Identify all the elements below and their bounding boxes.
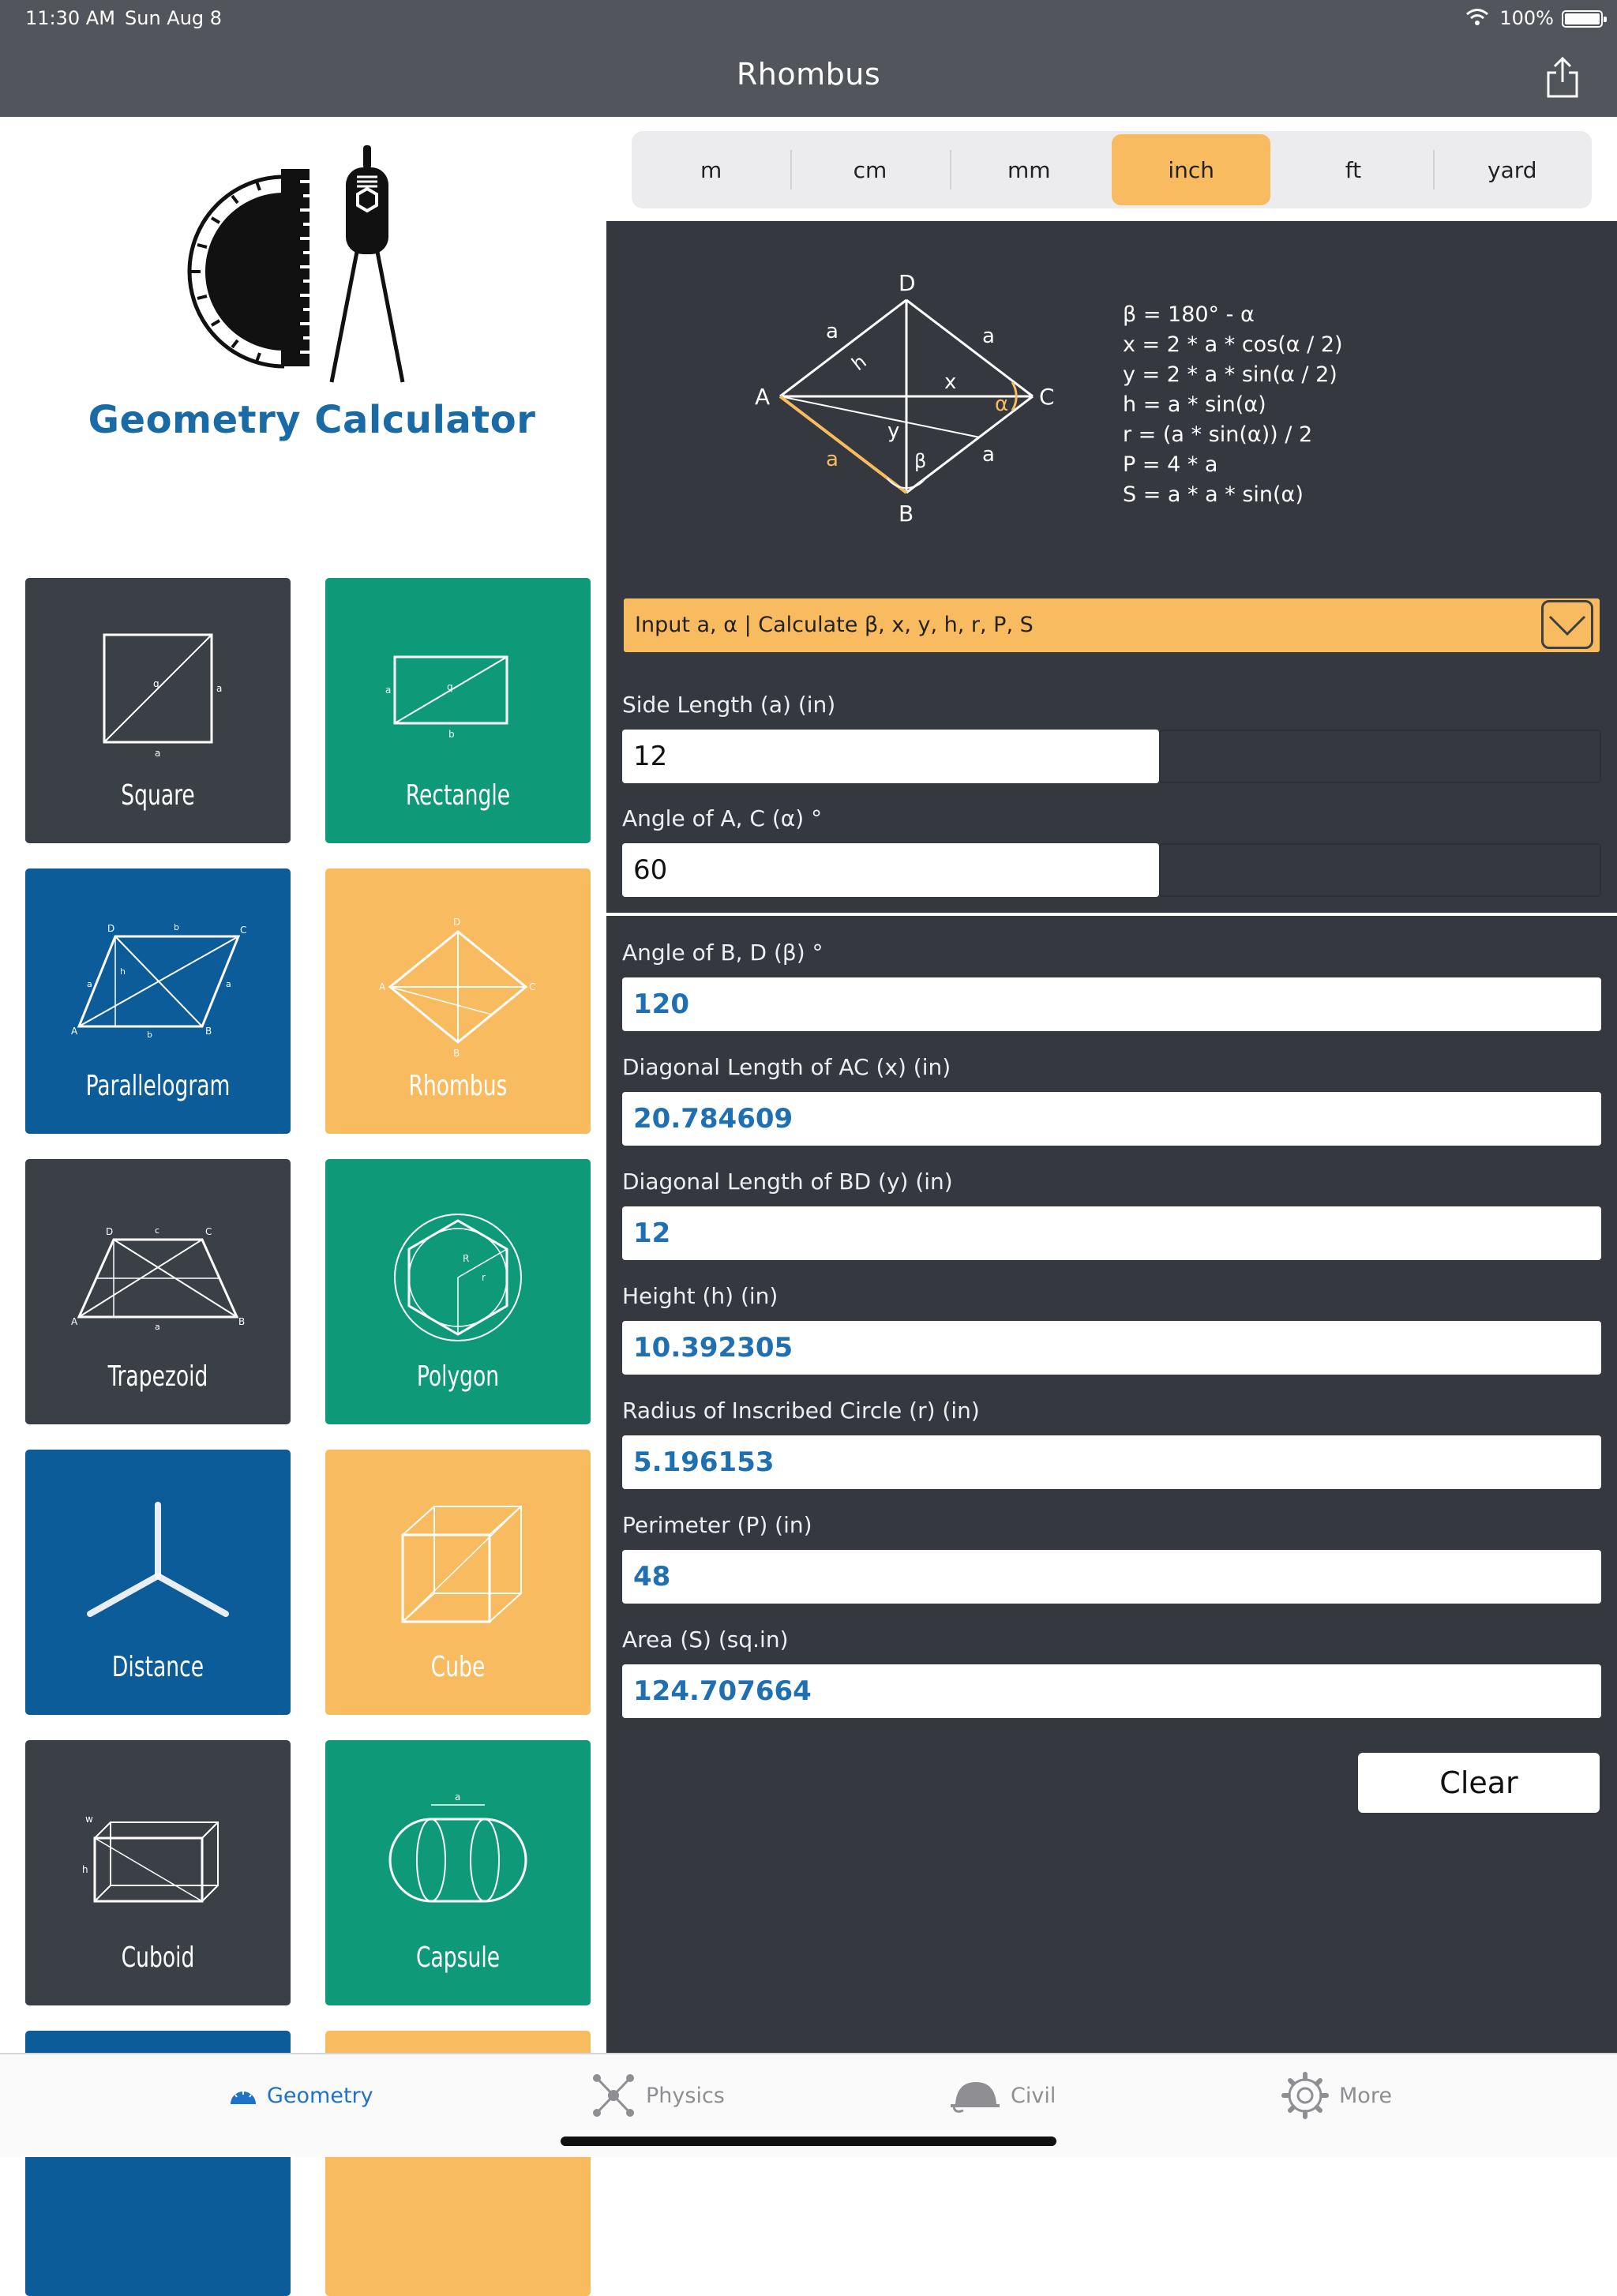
- cube-shape-icon: [371, 1489, 545, 1647]
- svg-text:B: B: [238, 1316, 246, 1327]
- unit-option-m[interactable]: m: [700, 156, 722, 183]
- home-indicator[interactable]: [561, 2137, 1056, 2146]
- formula-line: P = 4 * a: [1123, 452, 1218, 477]
- unit-option-inch[interactable]: inch: [1112, 134, 1270, 205]
- svg-text:h: h: [82, 1864, 88, 1875]
- formula-line: h = a * sin(α): [1123, 392, 1266, 417]
- diagonal-y-label: y: [887, 419, 900, 443]
- svg-text:b: b: [147, 1030, 152, 1040]
- angle-bd-label: Angle of B, D (β) °: [622, 940, 824, 966]
- tile-cube[interactable]: [325, 1450, 591, 1715]
- navigation-bar: [0, 38, 1617, 117]
- tile-label: Distance: [111, 1651, 204, 1683]
- parallelogram-shape-icon: [71, 908, 245, 1066]
- svg-text:A: A: [71, 1026, 78, 1037]
- unit-option-ft[interactable]: ft: [1345, 156, 1362, 183]
- svg-text:C: C: [529, 981, 536, 992]
- diagonal-ac-label: Diagonal Length of AC (x) (in): [622, 1054, 951, 1080]
- tile-label: Polygon: [416, 1360, 500, 1393]
- svg-text:D: D: [453, 917, 461, 928]
- geometry-logo-icon: [182, 145, 426, 390]
- tile-capsule[interactable]: [325, 1740, 591, 2005]
- tab-label: Civil: [1011, 2083, 1056, 2108]
- tile-cuboid[interactable]: [25, 1740, 291, 2005]
- svg-text:b: b: [174, 922, 179, 932]
- side-label: a: [982, 325, 995, 348]
- svg-text:D: D: [107, 923, 115, 934]
- formula-list: [1123, 300, 1343, 510]
- svg-text:q: q: [447, 681, 453, 692]
- unit-segmented-control: [632, 131, 1592, 208]
- svg-text:B: B: [453, 1048, 460, 1059]
- side-length-label: Side Length (a) (in): [622, 692, 836, 718]
- polygon-shape-icon: [371, 1199, 545, 1356]
- svg-text:D: D: [106, 1226, 114, 1237]
- diagonal-bd-label: Diagonal Length of BD (y) (in): [622, 1169, 953, 1195]
- svg-text:h: h: [120, 966, 126, 977]
- diagonal-x-label: x: [944, 370, 957, 394]
- formula-line: x = 2 * a * cos(α / 2): [1123, 332, 1343, 357]
- side-label: a: [826, 320, 839, 343]
- height-label: h: [847, 350, 871, 376]
- diagonal-ac-output: 20.784609: [622, 1092, 1601, 1146]
- tile-parallelogram[interactable]: [25, 869, 291, 1134]
- tile-polygon[interactable]: [325, 1159, 591, 1424]
- tile-label: Cuboid: [121, 1941, 195, 1974]
- svg-text:B: B: [205, 1026, 212, 1037]
- angle-ac-aux-field: [1159, 843, 1601, 897]
- vertex-c-label: C: [1039, 384, 1055, 410]
- status-time: 11:30 AM: [25, 7, 115, 29]
- distance-shape-icon: [71, 1489, 245, 1647]
- unit-option-cm[interactable]: cm: [790, 131, 949, 208]
- clear-button[interactable]: Clear: [1358, 1753, 1600, 1813]
- svg-text:a: a: [216, 683, 223, 694]
- physics-icon: [589, 2072, 638, 2119]
- divider: [606, 913, 1617, 916]
- angle-ac-label: Angle of A, C (α) °: [622, 805, 823, 831]
- height-output: 10.392305: [622, 1321, 1601, 1375]
- tile-label: Trapezoid: [107, 1360, 208, 1393]
- side-length-input[interactable]: 12: [622, 730, 1159, 783]
- gear-icon: [1279, 2069, 1331, 2122]
- svg-text:a: a: [455, 1791, 461, 1803]
- wifi-icon: [1465, 8, 1489, 32]
- area-output: 124.707664: [622, 1664, 1601, 1718]
- area-label: Area (S) (sq.in): [622, 1626, 789, 1653]
- page-title: Rhombus: [736, 57, 881, 92]
- angle-ac-input[interactable]: 60: [622, 843, 1159, 897]
- svg-text:a: a: [385, 685, 392, 696]
- svg-text:R: R: [463, 1253, 470, 1264]
- inscribed-radius-label: Radius of Inscribed Circle (r) (in): [622, 1397, 980, 1424]
- svg-text:a: a: [226, 979, 231, 989]
- inscribed-radius-output: 5.196153: [622, 1435, 1601, 1489]
- tile-distance[interactable]: [25, 1450, 291, 1715]
- side-label-highlight: a: [826, 448, 839, 471]
- rhombus-shape-icon: [371, 908, 545, 1066]
- svg-text:q: q: [153, 678, 159, 689]
- formula-line: β = 180° - α: [1123, 302, 1255, 327]
- tab-civil[interactable]: [947, 2072, 1056, 2119]
- vertex-b-label: B: [899, 501, 914, 527]
- height-label: Height (h) (in): [622, 1283, 778, 1309]
- svg-text:a: a: [155, 1322, 160, 1332]
- tab-geometry[interactable]: [227, 2072, 373, 2119]
- tile-rectangle[interactable]: [325, 578, 591, 843]
- side-label: a: [982, 443, 995, 467]
- square-shape-icon: [71, 617, 245, 775]
- battery-percent: 100%: [1499, 7, 1554, 29]
- rectangle-shape-icon: [371, 617, 545, 775]
- unit-option-yard[interactable]: yard: [1433, 131, 1592, 208]
- unit-selector-area: [606, 117, 1617, 221]
- svg-text:a: a: [87, 979, 92, 989]
- chevron-down-icon[interactable]: [1541, 600, 1593, 649]
- formula-line: y = 2 * a * sin(α / 2): [1123, 362, 1337, 387]
- svg-text:A: A: [71, 1316, 78, 1327]
- status-date: Sun Aug 8: [125, 7, 223, 29]
- svg-text:b: b: [448, 729, 455, 740]
- tile-trapezoid[interactable]: [25, 1159, 291, 1424]
- unit-option-mm[interactable]: mm: [950, 131, 1109, 208]
- svg-text:a: a: [155, 748, 161, 759]
- tab-physics[interactable]: [589, 2072, 725, 2119]
- formula-line: S = a * a * sin(α): [1123, 482, 1304, 507]
- tile-label: Rhombus: [408, 1070, 508, 1102]
- rhombus-diagram: [741, 270, 1056, 527]
- angle-bd-output: 120: [622, 977, 1601, 1031]
- tile-square[interactable]: [25, 578, 291, 843]
- tile-label: Cube: [430, 1651, 486, 1683]
- capsule-shape-icon: [371, 1780, 545, 1938]
- cuboid-shape-icon: [71, 1780, 245, 1938]
- tile-label: Rectangle: [405, 779, 511, 812]
- perimeter-output: 48: [622, 1550, 1601, 1604]
- tile-label: Capsule: [415, 1941, 501, 1974]
- tab-label: Physics: [646, 2083, 725, 2108]
- vertex-d-label: D: [899, 270, 916, 296]
- tab-label: Geometry: [267, 2083, 373, 2108]
- geometry-icon: [227, 2084, 259, 2107]
- angle-beta-label: β: [914, 450, 927, 472]
- formula-line: r = (a * sin(α)) / 2: [1123, 422, 1313, 447]
- tab-label: More: [1339, 2083, 1392, 2108]
- tile-rhombus[interactable]: [325, 869, 591, 1134]
- tile-label: Parallelogram: [85, 1070, 231, 1102]
- sidebar: [0, 117, 606, 2053]
- status-bar: [0, 0, 1617, 38]
- svg-text:r: r: [482, 1272, 486, 1283]
- side-length-aux-field: [1159, 730, 1601, 783]
- vertex-a-label: A: [755, 384, 771, 410]
- svg-text:w: w: [85, 1814, 93, 1825]
- share-icon[interactable]: [1543, 55, 1582, 99]
- perimeter-label: Perimeter (P) (in): [622, 1512, 812, 1538]
- hardhat-icon: [947, 2076, 1003, 2115]
- trapezoid-shape-icon: [71, 1199, 245, 1356]
- tile-label: Square: [121, 779, 195, 812]
- app-title: Geometry Calculator: [88, 398, 536, 442]
- calculation-mode-dropdown[interactable]: [624, 598, 1600, 652]
- diagonal-bd-output: 12: [622, 1206, 1601, 1260]
- svg-text:C: C: [205, 1226, 212, 1237]
- angle-alpha-label: α: [995, 392, 1009, 416]
- svg-text:A: A: [379, 981, 386, 992]
- tab-more[interactable]: [1279, 2072, 1392, 2119]
- svg-text:C: C: [240, 925, 247, 936]
- svg-text:c: c: [155, 1225, 160, 1236]
- calculator-panel: [606, 117, 1617, 2053]
- battery-icon: [1562, 10, 1603, 28]
- calculation-mode-value: Input a, α | Calculate β, x, y, h, r, P, S: [635, 613, 1034, 637]
